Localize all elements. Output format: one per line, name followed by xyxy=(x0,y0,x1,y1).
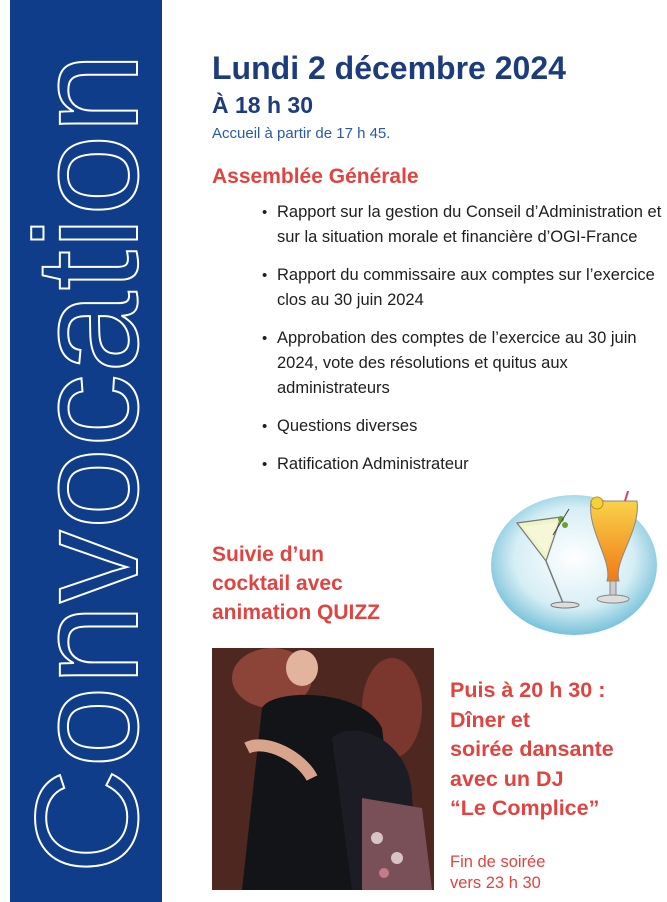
agenda-title: Assemblée Générale xyxy=(212,165,419,188)
dancing-couple-photo xyxy=(212,648,434,890)
event-time: À 18 h 30 xyxy=(212,92,313,118)
agenda-item: • Rapport sur la gestion du Conseil d’Administration et sur la situation morale et financière d’OGI-France xyxy=(262,200,662,250)
bullet-icon: • xyxy=(262,330,268,347)
agenda-item: • Rapport du commissaire aux comptes sur l’exercice clos au 30 juin 2024 xyxy=(262,263,662,313)
end-of-evening: Fin de soirée vers 23 h 30 xyxy=(450,853,546,892)
agenda-list xyxy=(262,200,662,490)
dinner-announcement: Puis à 20 h 30 : Dîner et soirée dansante avec un DJ “Le Complice” xyxy=(450,678,614,820)
bullet-icon: • xyxy=(262,204,268,221)
agenda-item: • Approbation des comptes de l’exercice au 30 juin 2024, vote des résolutions et quitus aux administrateurs xyxy=(262,326,662,401)
convocation-title: Convocation xyxy=(5,51,168,874)
event-date: Lundi 2 décembre 2024 xyxy=(212,50,566,86)
agenda-item: • Questions diverses xyxy=(262,414,662,439)
bullet-icon: • xyxy=(262,267,268,284)
welcome-time: Accueil à partir de 17 h 45. xyxy=(212,125,391,142)
agenda-item: • Ratification Administrateur xyxy=(262,452,662,477)
bullet-icon: • xyxy=(262,456,268,473)
cocktail-glasses-icon xyxy=(491,491,657,635)
bullet-icon: • xyxy=(262,418,268,435)
cocktail-announcement: Suivie d’un cocktail avec animation QUIZZ xyxy=(212,543,380,624)
sidebar-panel xyxy=(5,0,168,902)
